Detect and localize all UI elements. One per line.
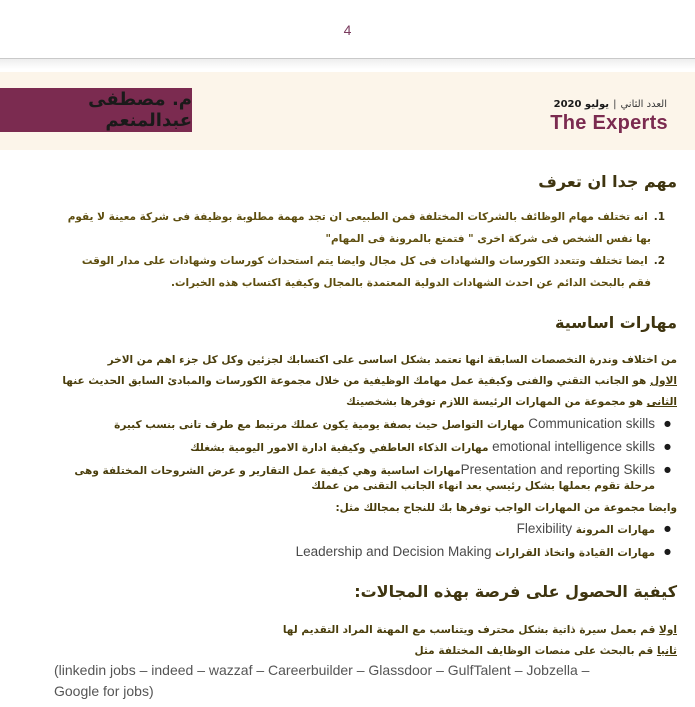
header-divider-shadow [0, 59, 695, 69]
section-heading-important: مهم جدا ان تعرف [538, 172, 677, 191]
skills-intro [17, 350, 677, 413]
opportunity-steps [17, 620, 677, 662]
skill-ar: مهارات اساسية وهي كيفية عمل التقارير و عرض الشروحات المختلفة وهى [74, 465, 461, 477]
item-line: بها نفس الشخص فى شركة اخرى " فتمتع بالمرونة فى المهام" [325, 233, 651, 245]
skill-ar: مهارات المرونة [572, 524, 655, 536]
second-label: الثانى [646, 396, 677, 408]
step-first [17, 620, 677, 641]
skill-ar: مهارات القيادة واتخاذ القرارات [491, 547, 655, 559]
item-line: فقم بالبحث الدائم عن احدث الشهادات الدولية المعتمدة بالمجال وكيفية اكتساب هذه الخبرات. [171, 277, 651, 289]
second-label: ثانيا [656, 645, 677, 657]
skill-en: Flexibility [516, 521, 573, 536]
skill-en: Presentation and reporting Skills [460, 462, 655, 477]
author-banner [0, 88, 192, 132]
first-label: الاول [649, 375, 677, 387]
first-text: هو الجانب التقني والفنى وكيفية عمل مهامك الوظيفية من خلال مجموعة الكورسات والمبادئ السابق الحديث عنها [62, 375, 650, 387]
skill-en: Leadership and Decision Making [295, 544, 492, 559]
page-number: 4 [343, 22, 352, 38]
issue-label: العدد الثاني [620, 99, 667, 110]
list-item [21, 436, 671, 459]
second-text: هو مجموعة من المهارات الرئيسة اللازم توفرها بشخصيتك [346, 396, 647, 408]
item-number: 1. [653, 211, 665, 223]
also-line: وايضا مجموعة من المهارات الواجب توفرها بك للنجاح بمجالك مثل: [335, 502, 677, 514]
skill-en: Communication skills [528, 416, 655, 431]
intro-line: من اختلاف وندرة التخصصات السابقة انها تعتمد بشكل اساسى على اكتسابك لجزئين وكل كل جزء اهم من الاخر [107, 354, 677, 366]
skills-list [21, 413, 671, 482]
first-text: قم بعمل سيرة ذاتية بشكل محترف ويتناسب مع المهنة المراد التقديم لها [282, 624, 660, 636]
skill-ar: مهارات الذكاء العاطفي وكيفية ادارة الامور اليومية بشغلك [190, 442, 493, 454]
item-line: انه تختلف مهام الوظائف بالشركات المختلفة فمن الطبيعى ان تجد مهمة مطلوبة بوظيفة فى شركة معينة لا يقوم [67, 211, 648, 223]
skills-list-2 [21, 518, 671, 564]
numbered-item-1 [25, 206, 665, 250]
section-heading-opportunity: كيفية الحصول على فرصة بهذه المجالات: [354, 582, 677, 601]
issue-info [554, 99, 667, 110]
item-number: 2. [653, 255, 665, 267]
first-label: اولا [659, 624, 677, 636]
job-sites-line-1: (linkedin jobs – indeed – wazzaf – Careerbuilder – Glassdoor – GulfTalent – Jobzella – [54, 662, 590, 678]
second-text: قم بالبحث على منصات الوظايف المختلفة مثل [414, 645, 657, 657]
list-item [21, 541, 671, 564]
second-part-line [17, 392, 677, 413]
list-item [21, 518, 671, 541]
author-name: م. مصطفى عبدالمنعم [88, 89, 192, 131]
issue-date: يوليو 2020 [553, 99, 610, 110]
job-sites-line-2: Google for jobs) [54, 683, 154, 699]
item-line: ايضا تختلف وتتعدد الكورسات والشهادات فى كل مجال وايضا يتم استحداث كورسات وشهادات على مدار الوقت [81, 255, 648, 267]
list-item [21, 413, 671, 436]
skill-en: emotional intelligence skills [492, 439, 655, 454]
skill-ar: مهارات التواصل حيث بصفة يومية يكون عملك مرتبط مع طرف تانى بنسب كبيرة [114, 419, 529, 431]
section-heading-skills: مهارات اساسية [554, 313, 677, 332]
bullet-continuation: مرحلة تقوم بعملها بشكل رئيسي بعد انهاء الجانب التقنى من عملك [311, 480, 655, 492]
numbered-item-2 [25, 250, 665, 294]
issue-separator: | [613, 99, 617, 110]
brand-title: The Experts [550, 112, 668, 134]
step-second [17, 641, 677, 662]
first-part-line [17, 371, 677, 392]
